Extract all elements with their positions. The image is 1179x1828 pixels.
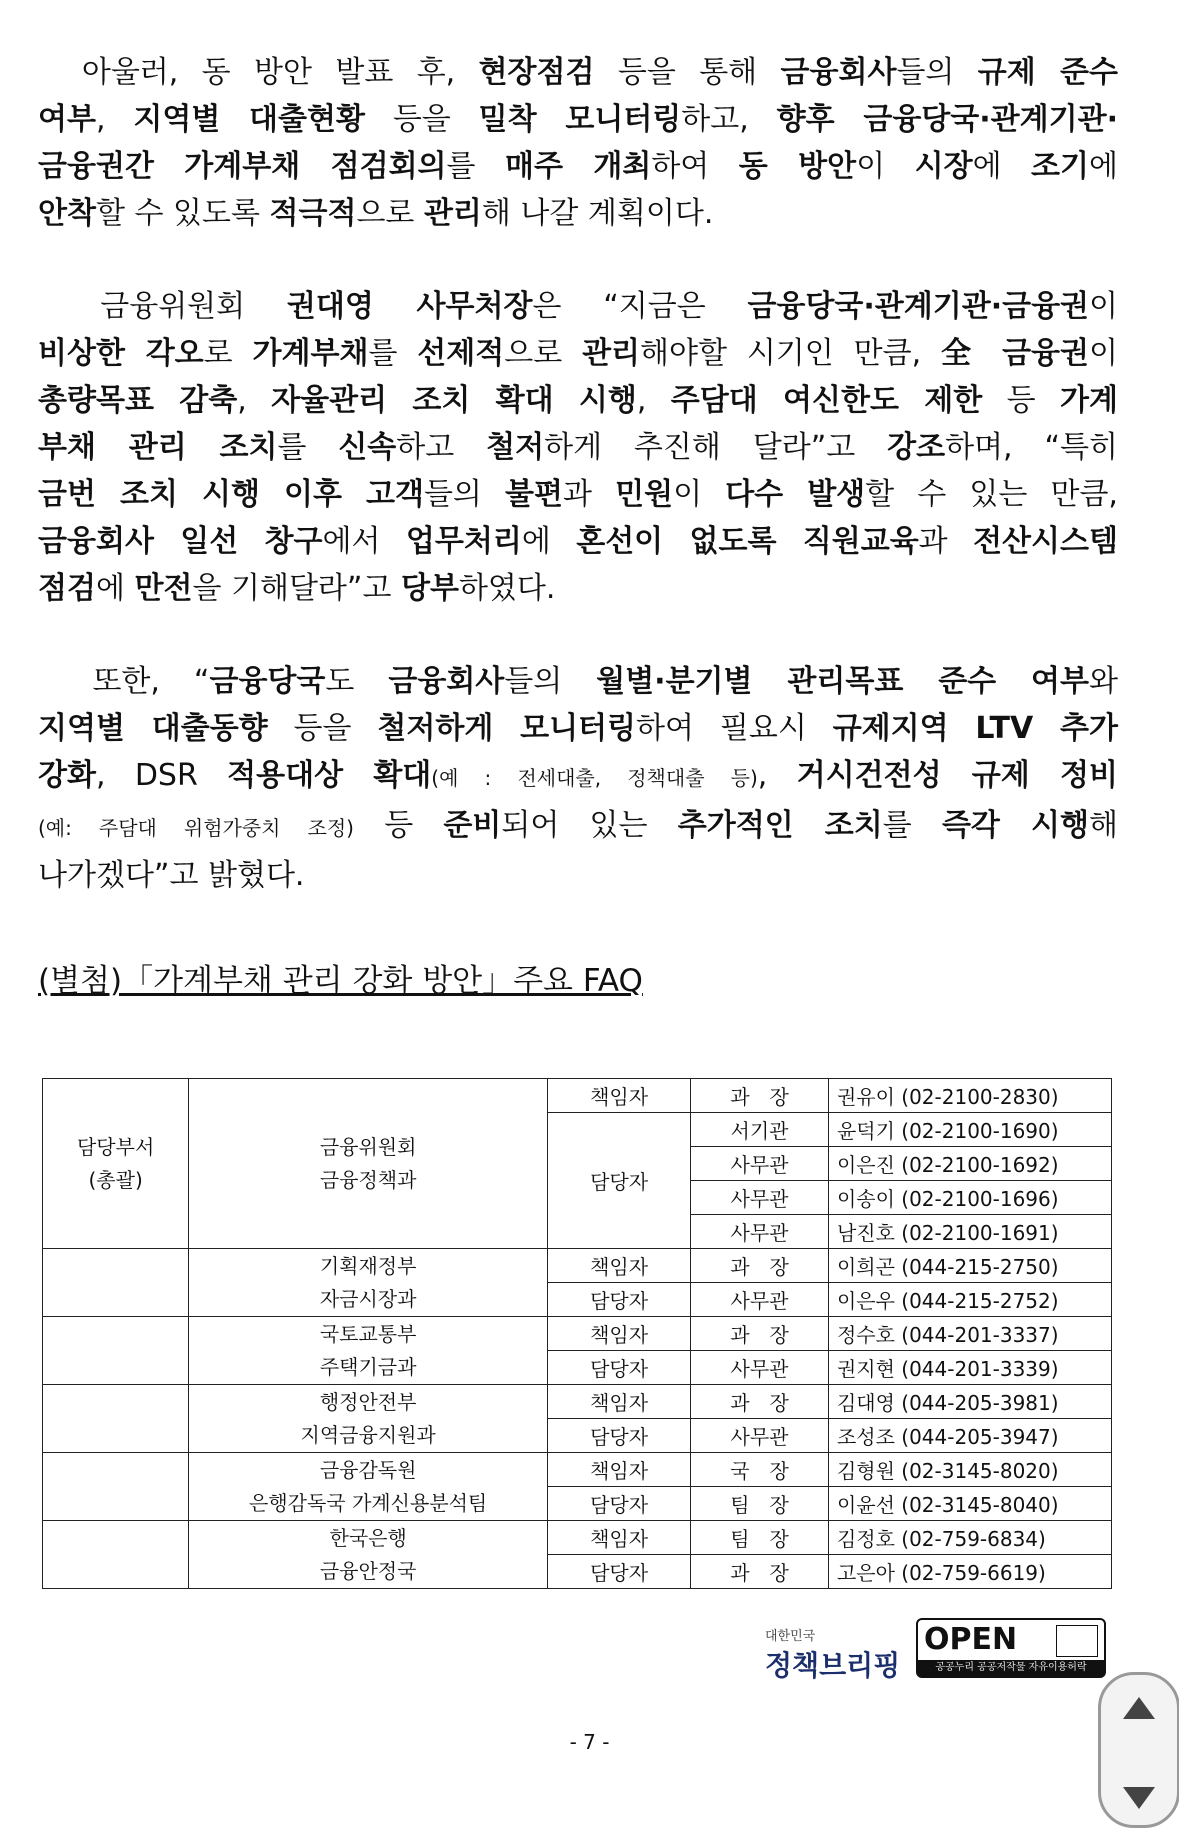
head-dept-cell	[43, 1249, 189, 1317]
rank-cell: 국 장	[691, 1453, 829, 1487]
text-line	[38, 518, 1118, 565]
source-attribution-icon	[1056, 1625, 1098, 1657]
department-name: 자금시장과	[319, 1286, 417, 1311]
department-name: 금융위원회	[319, 1134, 417, 1159]
text-run: 관리	[582, 336, 641, 371]
name-phone-cell: 김형원 (02-3145-8020)	[828, 1453, 1111, 1487]
text-run: 권대영 사무처장	[286, 289, 533, 324]
name-phone-cell: 김정호 (02-759-6834)	[828, 1521, 1111, 1555]
text-run: 금융회사	[780, 55, 897, 90]
scroll-down-arrow-icon[interactable]	[1123, 1787, 1155, 1809]
text-run: 등을	[364, 102, 479, 137]
text-line	[38, 190, 1118, 237]
text-run: 과	[563, 477, 616, 512]
text-run: 월별·분기별 관리목표 준수 여부	[596, 664, 1090, 699]
text-line	[38, 658, 1118, 705]
text-run: 하였다.	[458, 571, 556, 606]
text-run: 향후 금융당국·관계기관·	[776, 102, 1118, 137]
text-run: 안착	[38, 196, 96, 231]
department-name: 한국은행	[329, 1525, 407, 1550]
text-line	[38, 705, 1118, 752]
role-cell: 책임자	[548, 1521, 691, 1555]
text-run: 규제지역 LTV 추가	[832, 711, 1118, 746]
text-run: 하고,	[681, 102, 777, 137]
role-cell: 책임자	[548, 1079, 691, 1113]
text-run: 으로	[356, 196, 424, 231]
text-run: 또한, “	[38, 664, 210, 699]
name-phone-cell: 이윤선 (02-3145-8040)	[828, 1487, 1111, 1521]
rank-cell: 과 장	[691, 1317, 829, 1351]
text-run: 현장점검	[478, 55, 595, 90]
text-line	[38, 752, 1118, 802]
text-run: 과	[918, 524, 974, 559]
head-dept-cell	[43, 1521, 189, 1589]
text-run: 금융당국	[209, 664, 326, 699]
text-run: 이	[1089, 289, 1119, 324]
name-phone-cell: 김대영 (044-205-3981)	[828, 1385, 1111, 1419]
text-run: 비상한 각오	[38, 336, 204, 371]
name-phone-cell: 이희곤 (044-215-2750)	[828, 1249, 1111, 1283]
text-run: 추가적인 조치	[677, 808, 883, 843]
department-cell	[189, 1317, 548, 1385]
text-run: 거시건전성 규제 정비	[796, 758, 1118, 793]
department-name: 금융정책과	[319, 1167, 417, 1192]
text-run: 강조	[887, 430, 946, 465]
rank-cell: 과 장	[691, 1249, 829, 1283]
role-cell: 책임자	[548, 1249, 691, 1283]
text-run: 할 수 있도록	[95, 196, 270, 231]
role-cell: 책임자	[548, 1385, 691, 1419]
name-phone-cell: 정수호 (044-201-3337)	[828, 1317, 1111, 1351]
text-run: 가계부채	[252, 336, 369, 371]
name-phone-cell: 남진호 (02-2100-1691)	[828, 1215, 1111, 1249]
text-run: 적용대상 확대	[227, 758, 432, 793]
name-phone-cell: 고은아 (02-759-6619)	[828, 1555, 1111, 1589]
text-run: 금융당국·관계기관·금융권	[747, 289, 1090, 324]
open-license-logo	[916, 1618, 1106, 1678]
text-run: 매주 개최	[505, 149, 652, 184]
text-line	[38, 96, 1118, 143]
name-phone-cell: 윤덕기 (02-2100-1690)	[828, 1113, 1111, 1147]
text-run: 금융회사	[388, 664, 505, 699]
text-run: 등을 통해	[594, 55, 781, 90]
text-run: 관리	[423, 196, 482, 231]
rank-cell: 서기관	[691, 1113, 829, 1147]
text-run: 하며, “특히	[945, 430, 1118, 465]
name-phone-cell: 권지현 (044-201-3339)	[828, 1351, 1111, 1385]
text-run: 도	[325, 664, 389, 699]
text-run: , DSR	[95, 758, 228, 793]
paragraph-monitoring	[38, 49, 1118, 237]
role-cell: 책임자	[548, 1317, 691, 1351]
text-run: 되어 있는	[501, 808, 678, 843]
rank-cell: 사무관	[691, 1283, 829, 1317]
text-run: 에서	[322, 524, 406, 559]
table-row	[43, 1385, 1112, 1419]
department-name: 국토교통부	[319, 1321, 417, 1346]
text-line	[38, 471, 1118, 518]
text-run: 민원	[615, 477, 674, 512]
text-run: ,	[95, 102, 134, 137]
text-run: 에	[95, 571, 135, 606]
text-run: 자율관리 조치 확대 시행	[271, 383, 637, 418]
text-run: 해 나갈 계획이다.	[481, 196, 714, 231]
open-logo-subtext: 공공누리 공공저작물 자유이용허락	[918, 1660, 1104, 1676]
page-scroller[interactable]	[1098, 1672, 1179, 1828]
text-run: 들의	[504, 664, 597, 699]
text-run: 에	[972, 149, 1032, 184]
table-row	[43, 1521, 1112, 1555]
text-run: 등	[353, 808, 444, 843]
head-dept-cell	[43, 1317, 189, 1385]
role-cell: 담당자	[548, 1283, 691, 1317]
table-row	[43, 1453, 1112, 1487]
text-run: 를	[368, 336, 418, 371]
text-line	[38, 330, 1118, 377]
text-run: ,	[237, 383, 272, 418]
brief-logo-text: 정책브리핑	[765, 1649, 901, 1682]
text-run: 全 금융권	[940, 336, 1090, 371]
head-dept-cell	[43, 1079, 189, 1249]
role-cell: 담당자	[548, 1487, 691, 1521]
text-run: 부채 관리 조치	[38, 430, 278, 465]
text-run: 철저	[486, 430, 545, 465]
department-cell	[189, 1453, 548, 1521]
text-run: 총량목표 감축	[38, 383, 238, 418]
department-name: 은행감독국 가계신용분석팀	[249, 1490, 488, 1515]
rank-cell: 과 장	[691, 1555, 829, 1589]
role-cell: 담당자	[548, 1113, 691, 1249]
text-run: 에	[1089, 149, 1118, 184]
text-run: 나가겠다”고 밝혔다.	[38, 858, 305, 893]
head-dept-cell	[43, 1385, 189, 1453]
text-line	[38, 852, 1118, 899]
text-run: 들의	[896, 55, 978, 90]
text-line	[38, 377, 1118, 424]
text-run: 을 기해달라”고	[192, 571, 401, 606]
text-run: 를	[446, 149, 506, 184]
text-run: 지역별 대출현황	[133, 102, 365, 137]
rank-cell: 팀 장	[691, 1487, 829, 1521]
text-run: 즉각 시행	[941, 808, 1089, 843]
text-run: 조기	[1031, 149, 1089, 184]
department-cell	[189, 1079, 548, 1249]
text-run: 등을	[267, 711, 378, 746]
text-run: 불편	[505, 477, 564, 512]
text-run: 와	[1089, 664, 1118, 699]
text-run: 금융권간 가계부채 점검회의	[38, 149, 447, 184]
text-run: 신속	[338, 430, 397, 465]
text-run: 적극적	[269, 196, 357, 231]
department-name: 행정안전부	[319, 1389, 417, 1414]
text-line	[38, 424, 1118, 471]
text-run: 이	[673, 477, 726, 512]
department-cell	[189, 1249, 548, 1317]
rank-cell: 사무관	[691, 1147, 829, 1181]
text-run: (예 : 전세대출, 정책대출 등)	[431, 766, 758, 790]
text-run: (예: 주담대 위험가중치 조정)	[38, 816, 354, 840]
text-run: 지역별 대출동향	[38, 711, 268, 746]
text-run: 시장	[914, 149, 973, 184]
head-dept-sub-label: (총괄)	[88, 1167, 143, 1192]
table-row	[43, 1249, 1112, 1283]
rank-cell: 팀 장	[691, 1521, 829, 1555]
text-run: 주담대 여신한도 제한	[670, 383, 983, 418]
rank-cell: 과 장	[691, 1385, 829, 1419]
text-run: 에	[521, 524, 577, 559]
contacts-table	[42, 1078, 1112, 1589]
rank-cell: 사무관	[691, 1181, 829, 1215]
text-run: 규제 준수	[977, 55, 1118, 90]
rank-cell: 과 장	[691, 1079, 829, 1113]
text-line	[38, 565, 1118, 612]
role-cell: 책임자	[548, 1453, 691, 1487]
text-run: 해	[1089, 808, 1118, 843]
text-run: 다수 발생	[725, 477, 866, 512]
text-run: 금융위원회	[38, 289, 287, 324]
text-run: 밀착 모니터링	[478, 102, 682, 137]
text-run: 를	[277, 430, 339, 465]
department-name: 금융안정국	[319, 1558, 417, 1583]
scroll-up-arrow-icon[interactable]	[1123, 1697, 1155, 1719]
text-run: 등	[982, 383, 1061, 418]
text-run: 철저하게 모니터링	[377, 711, 637, 746]
text-run: 들의	[423, 477, 506, 512]
text-run: 하여	[651, 149, 739, 184]
role-cell: 담당자	[548, 1555, 691, 1589]
department-cell	[189, 1385, 548, 1453]
name-phone-cell: 이송이 (02-2100-1696)	[828, 1181, 1111, 1215]
text-run: 금융회사 일선 창구	[38, 524, 323, 559]
text-line	[38, 49, 1118, 96]
text-run: 해야할 시기인 만큼,	[640, 336, 941, 371]
department-name: 기획재정부	[319, 1253, 417, 1278]
head-dept-cell	[43, 1453, 189, 1521]
text-run: 은 “지금은	[532, 289, 748, 324]
text-run: 동 방안	[738, 149, 857, 184]
table-row	[43, 1079, 1112, 1113]
text-line	[38, 802, 1118, 852]
rank-cell: 사무관	[691, 1419, 829, 1453]
name-phone-cell: 조성조 (044-205-3947)	[828, 1419, 1111, 1453]
department-name: 주택기금과	[319, 1354, 417, 1379]
text-run: 당부	[400, 571, 459, 606]
text-run: 하고	[396, 430, 487, 465]
text-run: 점검	[38, 571, 96, 606]
text-run: 선제적	[417, 336, 505, 371]
text-run: 하여 필요시	[636, 711, 833, 746]
name-phone-cell: 이은진 (02-2100-1692)	[828, 1147, 1111, 1181]
text-run: 강화	[38, 758, 96, 793]
text-run: 아울러, 동 방안 발표 후,	[38, 55, 479, 90]
department-cell	[189, 1521, 548, 1589]
text-run: 하게 추진해 달라”고	[544, 430, 888, 465]
paragraph-quote-director	[38, 283, 1118, 612]
brief-logo-small-text: 대한민국	[765, 1629, 816, 1644]
text-run: 로	[203, 336, 253, 371]
text-run: 할 수 있는 만큼,	[865, 477, 1118, 512]
name-phone-cell: 이은우 (044-215-2752)	[828, 1283, 1111, 1317]
text-run: 준비	[443, 808, 502, 843]
text-run: 혼선이 없도록 직원교육	[576, 524, 919, 559]
name-phone-cell: 권유이 (02-2100-2830)	[828, 1079, 1111, 1113]
text-run: ,	[757, 758, 797, 793]
text-run: 가계	[1060, 383, 1118, 418]
text-run: 으로	[504, 336, 583, 371]
paragraph-additional-measures	[38, 658, 1118, 899]
text-run: 를	[882, 808, 942, 843]
department-name: 금융감독원	[319, 1457, 417, 1482]
text-run: 전산시스템	[973, 524, 1118, 559]
text-run: 여부	[38, 102, 96, 137]
text-line	[38, 283, 1118, 330]
page-number: - 7 -	[569, 1730, 610, 1754]
text-run: ,	[636, 383, 671, 418]
rank-cell: 사무관	[691, 1351, 829, 1385]
attachment-title: (별첨)「가계부채 관리 강화 방안」주요 FAQ	[38, 963, 643, 999]
text-line	[38, 143, 1118, 190]
text-run: 이	[1089, 336, 1118, 371]
rank-cell: 사무관	[691, 1215, 829, 1249]
table-row	[43, 1317, 1112, 1351]
role-cell: 담당자	[548, 1419, 691, 1453]
text-run: 이	[856, 149, 915, 184]
department-name: 지역금융지원과	[300, 1422, 436, 1447]
text-run: 금번 조치 시행 이후 고객	[38, 477, 424, 512]
text-run: 업무처리	[405, 524, 522, 559]
open-logo-text: OPEN	[924, 1622, 1018, 1657]
role-cell: 담당자	[548, 1351, 691, 1385]
head-dept-label: 담당부서	[76, 1134, 155, 1159]
text-run: 만전	[134, 571, 193, 606]
policy-briefing-logo	[765, 1625, 905, 1685]
